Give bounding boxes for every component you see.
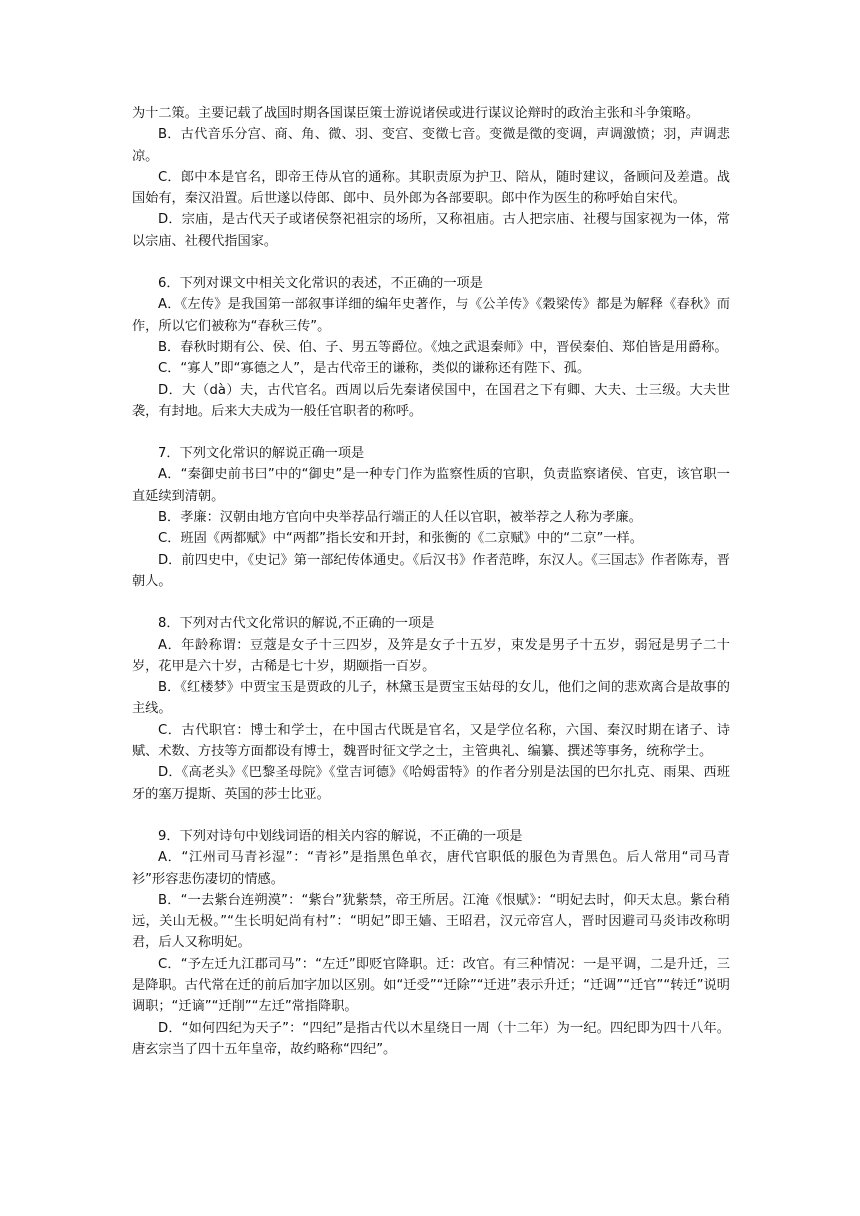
option-d: D．大（dà）夫，古代官名。西周以后先秦诸侯国中，在国君之下有卿、大夫、士三级。大夫世袭，有封地。后来大夫成为一般任官职者的称呼。: [132, 382, 730, 419]
question-stem: 7．下列文化常识的解说正确一项是: [158, 446, 365, 462]
question-9: [132, 826, 730, 1060]
option-a: A．《左传》是我国第一部叙事详细的编年史著作，与《公羊传》《穀梁传》都是为解释《春秋》而作，所以它们被称为“春秋三传”。: [132, 297, 730, 334]
option-d: D．《高老头》《巴黎圣母院》《堂吉诃德》《哈姆雷特》的作者分别是法国的巴尔扎克、雨果、西班牙的塞万提斯、英国的莎士比亚。: [132, 765, 730, 802]
question-8: [132, 613, 730, 805]
question-7: [132, 443, 730, 592]
option-a: A．“江州司马青衫湿”：“青衫”是指黑色单衣，唐代官职低的服色为青黑色。后人常用“司马青衫”形容悲伤凄切的情感。: [132, 850, 730, 887]
option-d: D．“如何四纪为天子”：“四纪”是指古代以木星绕日一周（十二年）为一纪。四纪即为四十八年。唐玄宗当了四十五年皇帝，故约略称“四纪”。: [132, 1020, 730, 1057]
option-b: B．孝廉：汉朝由地方官向中央举荐品行端正的人任以官职，被举荐之人称为孝廉。: [158, 510, 642, 526]
option-c: C．“寡人”即“寡德之人”，是古代帝王的谦称，类似的谦称还有陛下、孤。: [158, 361, 591, 377]
option-c: C．“予左迁九江郡司马”：“左迁”即贬官降职。迁：改官。有三种情况：一是平调，二是升迁，三是降职。古代常在迁的前后加字加以区别。如“迁受”“迁除”“迁进”表示升迁；“迁调”“迁官”“转迁”说明调职；“迁谪”“迁削”“左迁”常指降职。: [132, 956, 730, 1015]
option-a: A．“秦御史前书曰”中的“御史”是一种专门作为监察性质的官职，负责监察诸侯、官吏，该官职一直延续到清朝。: [132, 467, 730, 504]
option-a: A．年龄称谓：豆蔻是女子十三四岁，及笄是女子十五岁，束发是男子十五岁，弱冠是男子二十岁，花甲是六十岁，古稀是七十岁，期颐指一百岁。: [132, 637, 730, 674]
option-b: B．“一去紫台连朔漠”：“紫台”犹紫禁，帝王所居。江淹《恨赋》：“明妃去时，仰天太息。紫台稍远，关山无极。”“生长明妃尚有村”：“明妃”即王嫱、王昭君，汉元帝宫人，晋时因避司马炎讳改称明君，后人又称明妃。: [132, 892, 730, 951]
option-c: C．班固《两都赋》中“两都”指长安和开封，和张衡的《二京赋》中的“二京”一样。: [158, 531, 643, 547]
question-stem: 6．下列对课文中相关文化常识的表述，不正确的一项是: [158, 276, 483, 292]
question-6: [132, 273, 730, 422]
option-d: D．前四史中，《史记》第一部纪传体通史。《后汉书》作者范晔，东汉人。《三国志》作者陈寿，晋朝人。: [132, 552, 730, 589]
document-body: [132, 103, 730, 1060]
option-c: C．古代职官：博士和学士，在中国古代既是官名，又是学位名称，六国、秦汉时期在诸子、诗赋、术数、方技等方面都设有博士，魏晋时征文学之士，主管典礼、编纂、撰述等事务，统称学士。: [132, 722, 730, 760]
intro-option-d: D．宗庙，是古代天子或诸侯祭祀祖宗的场所，又称祖庙。古人把宗庙、社稷与国家视为一体，常以宗庙、社稷代指国家。: [132, 212, 730, 249]
intro-continuation: 为十二策。主要记载了战国时期各国谋臣策士游说诸侯或进行谋议论辩时的政治主张和斗争策略。: [132, 106, 700, 121]
intro-option-c: C．郎中本是官名，即帝王侍从官的通称。其职责原为护卫、陪从，随时建议，备顾问及差遣。战国始有，秦汉沿置。后世遂以侍郎、郎中、员外郎为各部要职。郎中作为医生的称呼始自宋代。: [132, 169, 730, 207]
question-stem: 9．下列对诗句中划线词语的相关内容的解说，不正确的一项是: [158, 828, 523, 844]
question-stem: 8．下列对古代文化常识的解说,不正确的一项是: [158, 616, 435, 632]
option-b: B．《红楼梦》中贾宝玉是贾政的儿子，林黛玉是贾宝玉姑母的女儿，他们之间的悲欢离合是故事的主线。: [132, 680, 730, 717]
intro-option-b: B．古代音乐分宫、商、角、微、羽、变宫、变徵七音。变微是徵的变调，声调激愤；羽，声调悲凉。: [132, 127, 730, 164]
option-b: B．春秋时期有公、侯、伯、子、男五等爵位。《烛之武退秦师》中，晋侯秦伯、郑伯皆是用爵称。: [158, 339, 728, 355]
